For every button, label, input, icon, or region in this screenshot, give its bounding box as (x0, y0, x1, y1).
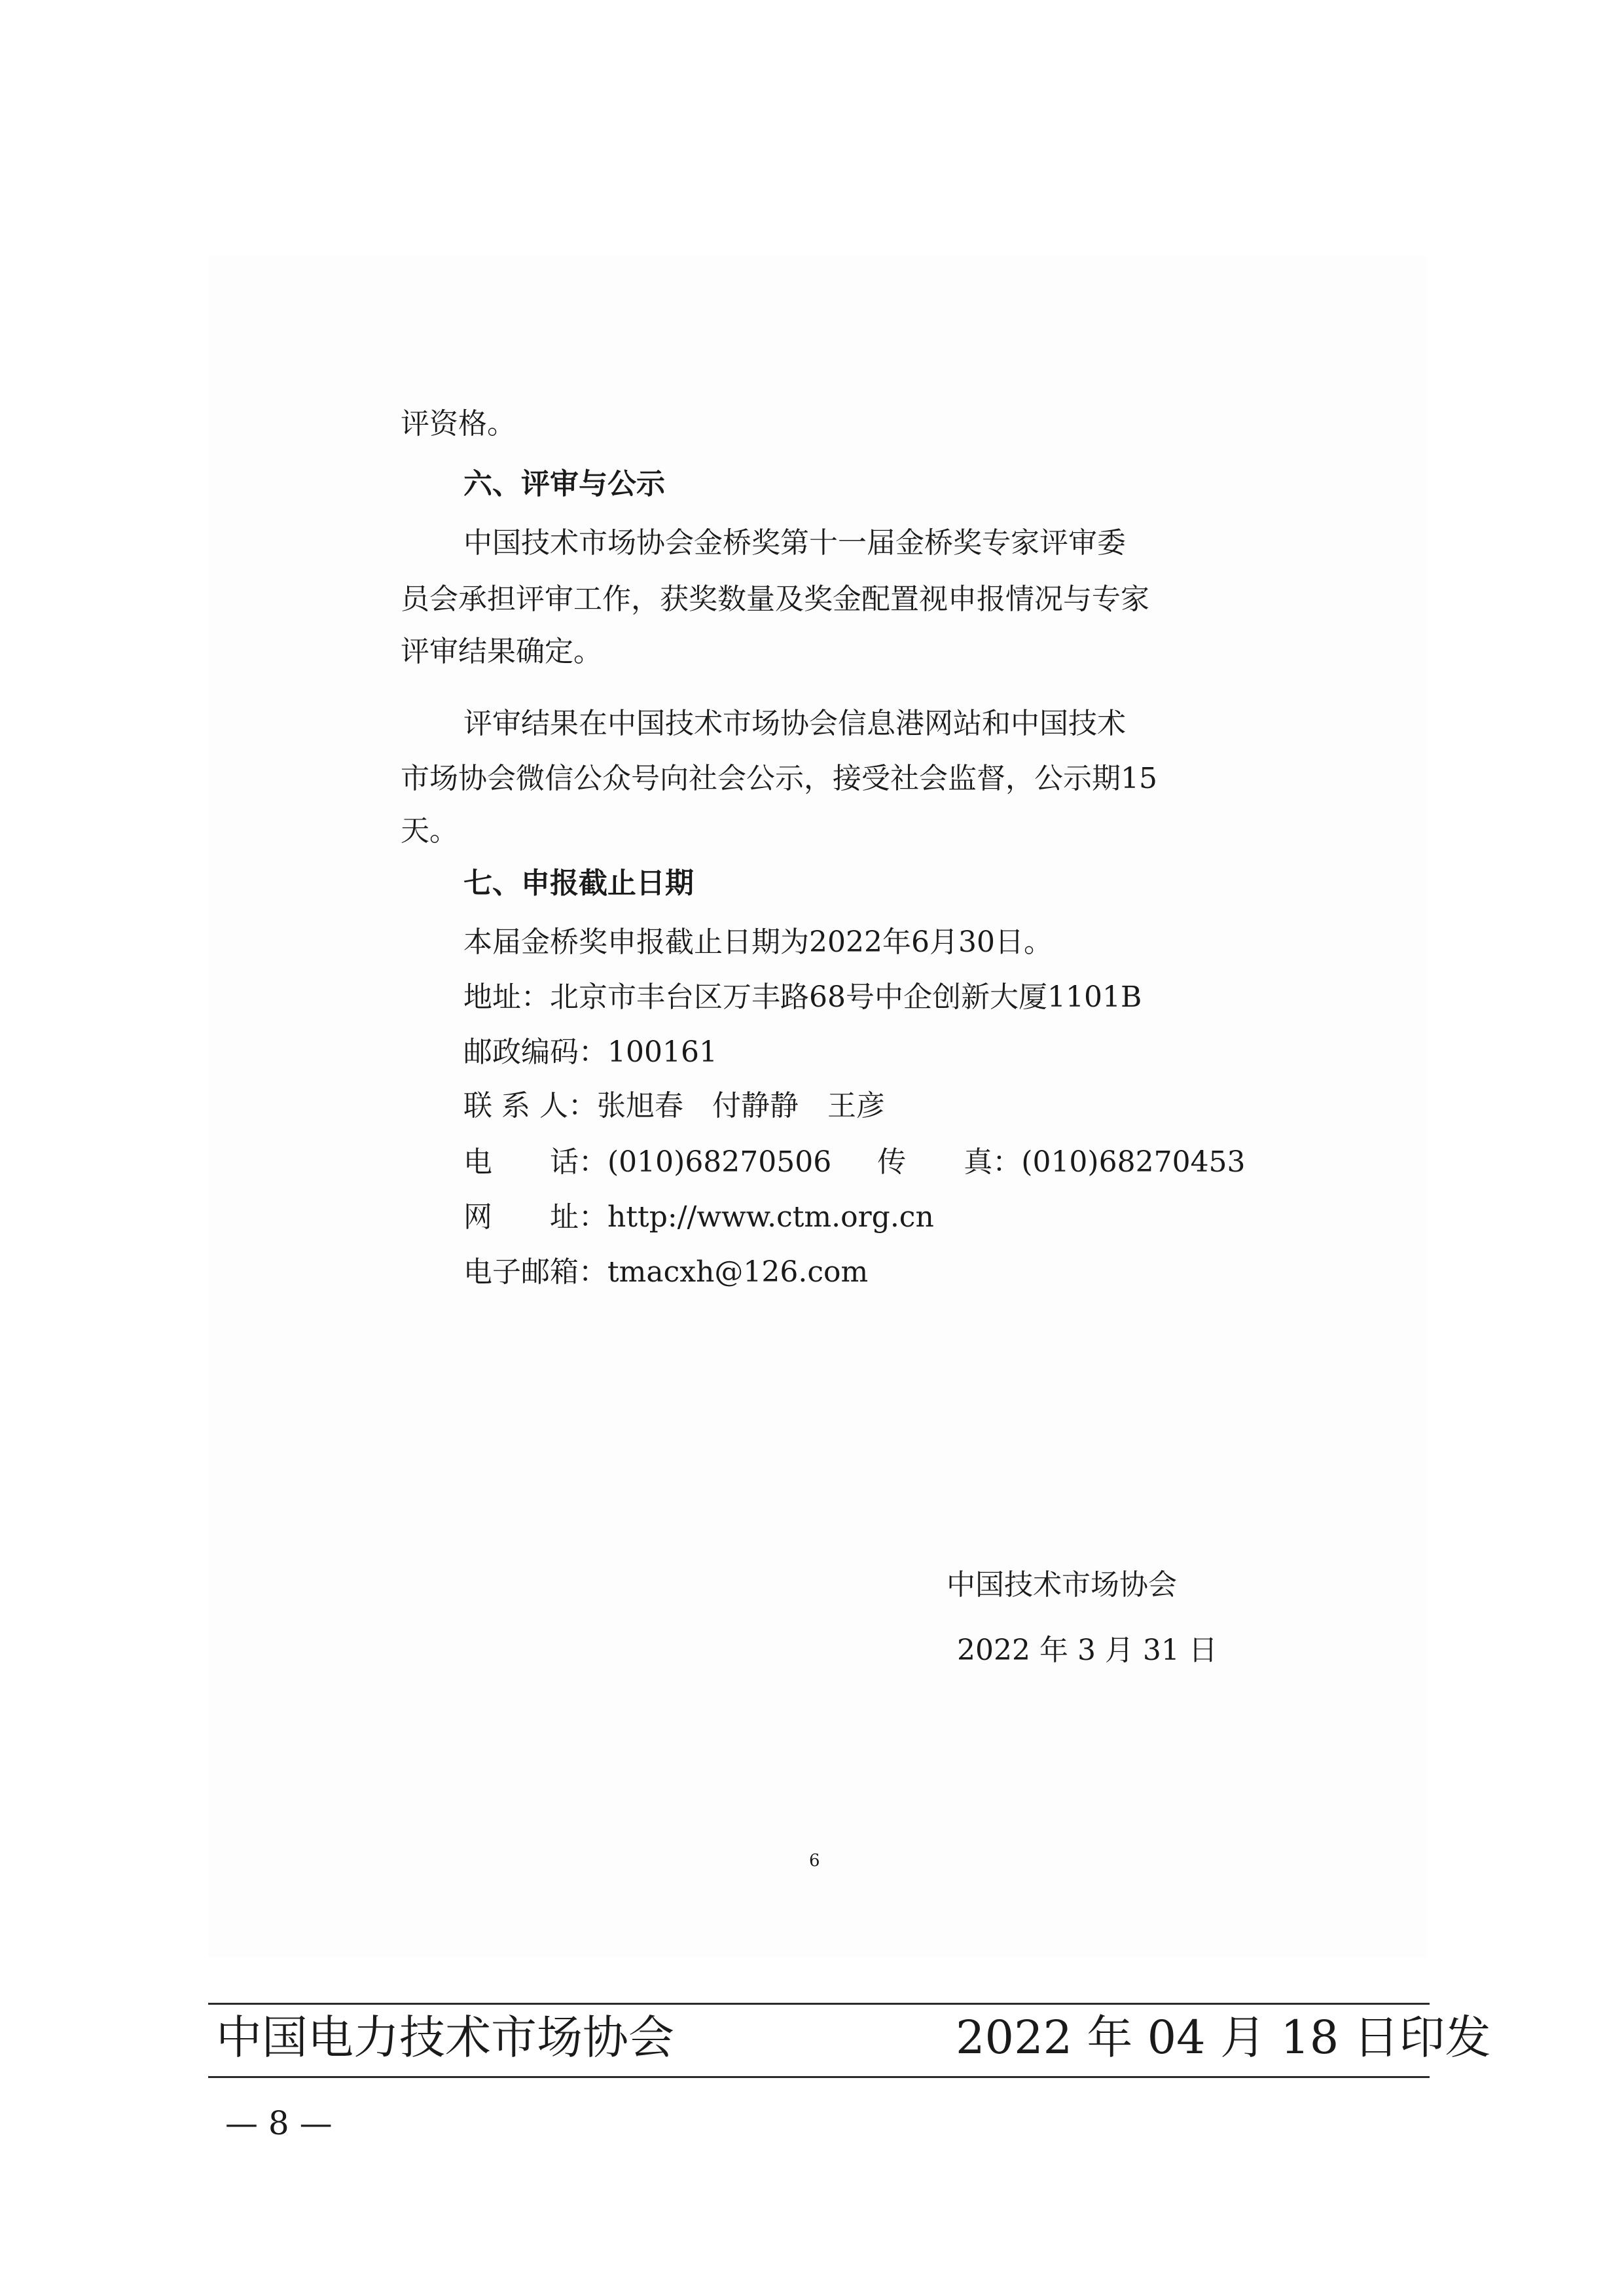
footer-issuer: 中国电力技术市场协会 (216, 2011, 674, 2064)
postcode-label: 邮政编码： (463, 1035, 607, 1069)
email-label: 电子邮箱： (463, 1255, 607, 1289)
section-7-heading: 七、申报截止日期 (463, 867, 694, 900)
website-label: 网 址： (463, 1200, 607, 1234)
signature-date: 2022 年 3 月 31 日 (957, 1634, 1218, 1667)
section-6-para2-line2: 市场协会微信公众号向社会公示，接受社会监督，公示期15 (401, 762, 1157, 795)
website-value[interactable]: http://www.ctm.org.cn (607, 1200, 934, 1234)
footer-issue-date: 2022 年 04 月 18 日印发 (956, 2011, 1491, 2064)
fax-value: (010)68270453 (1021, 1145, 1246, 1179)
inner-page-number: 6 (809, 1851, 820, 1871)
contacts-label: 联 系 人： (463, 1089, 597, 1122)
footer-bottom-rule (208, 2076, 1430, 2078)
deadline-text: 本届金桥奖申报截止日期为2022年6月30日。 (463, 925, 1053, 959)
address-label: 地址： (463, 980, 550, 1014)
email-value[interactable]: tmacxh@126.com (607, 1255, 869, 1289)
paragraph-tail: 评资格。 (401, 407, 516, 440)
phone-fax-row (463, 1143, 1246, 1182)
address-row (463, 978, 1142, 1017)
contacts-row (463, 1086, 885, 1126)
section-6-para1-line1: 中国技术市场协会金桥奖第十一届金桥奖专家评审委 (463, 526, 1126, 560)
phone-label: 电 话： (463, 1145, 607, 1179)
postcode-row (463, 1033, 717, 1072)
contacts-value: 张旭春 付静静 王彦 (596, 1089, 885, 1122)
section-6-para2-line1: 评审结果在中国技术市场协会信息港网站和中国技术 (463, 707, 1126, 740)
fax-label: 传 真： (877, 1145, 1022, 1179)
website-row (463, 1198, 934, 1237)
section-6-heading: 六、评审与公示 (463, 467, 665, 501)
address-value: 北京市丰台区万丰路68号中企创新大厦1101B (550, 980, 1142, 1014)
section-6-para2-line3: 天。 (401, 814, 458, 848)
page-number-marker: — 8 — (225, 2104, 333, 2142)
footer-top-rule (208, 2003, 1430, 2005)
section-6-para1-line2: 员会承担评审工作，获奖数量及奖金配置视申报情况与专家 (401, 583, 1149, 616)
section-6-para1-line3: 评审结果确定。 (401, 635, 602, 668)
postcode-value: 100161 (607, 1035, 717, 1069)
signature-org: 中国技术市场协会 (947, 1568, 1177, 1602)
phone-value: (010)68270506 (607, 1145, 832, 1179)
email-row (463, 1253, 868, 1292)
